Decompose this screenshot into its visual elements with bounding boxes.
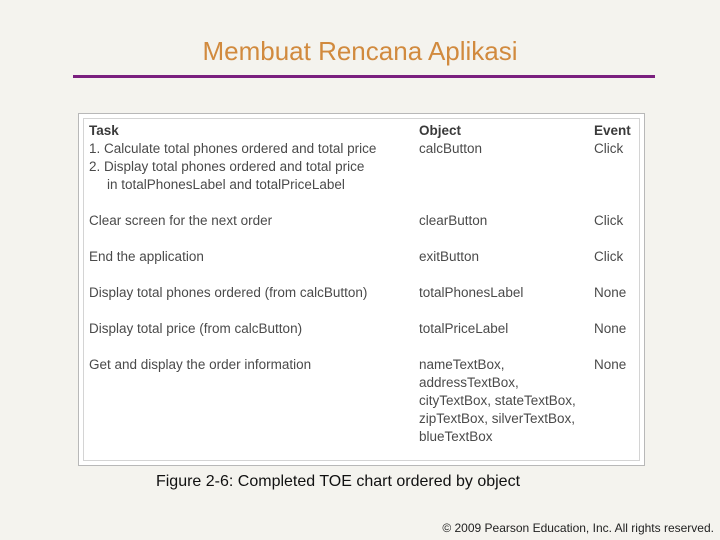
object-cell: exitButton bbox=[419, 249, 480, 264]
event-cell: None bbox=[594, 321, 627, 336]
task-cell: 2. Display total phones ordered and total price bbox=[89, 159, 365, 174]
object-cell: totalPriceLabel bbox=[419, 321, 509, 336]
object-cell: nameTextBox, bbox=[419, 357, 505, 372]
header-object: Object bbox=[419, 123, 462, 138]
object-cell: totalPhonesLabel bbox=[419, 285, 524, 300]
object-cell: zipTextBox, silverTextBox, bbox=[419, 411, 576, 426]
copyright-notice: © 2009 Pearson Education, Inc. All rights reserved. bbox=[442, 521, 714, 535]
object-cell: clearButton bbox=[419, 213, 488, 228]
object-cell: addressTextBox, bbox=[419, 375, 519, 390]
header-event: Event bbox=[594, 123, 631, 138]
object-cell: cityTextBox, stateTextBox, bbox=[419, 393, 576, 408]
task-cell: Display total price (from calcButton) bbox=[89, 321, 303, 336]
object-cell: calcButton bbox=[419, 141, 483, 156]
task-cell: Get and display the order information bbox=[89, 357, 312, 372]
event-cell: None bbox=[594, 357, 627, 372]
title-divider bbox=[73, 75, 655, 78]
event-cell: Click bbox=[594, 249, 624, 264]
task-cell: in totalPhonesLabel and totalPriceLabel bbox=[107, 177, 345, 192]
task-cell: Clear screen for the next order bbox=[89, 213, 273, 228]
toe-chart-figure bbox=[78, 113, 645, 466]
event-cell: Click bbox=[594, 141, 624, 156]
task-cell: 1. Calculate total phones ordered and total price bbox=[89, 141, 377, 156]
event-cell: None bbox=[594, 285, 627, 300]
figure-caption: Figure 2-6: Completed TOE chart ordered by object bbox=[155, 473, 521, 490]
object-cell: blueTextBox bbox=[419, 429, 493, 444]
slide-title: Membuat Rencana Aplikasi bbox=[202, 36, 518, 66]
task-cell: Display total phones ordered (from calcButton) bbox=[89, 285, 368, 300]
task-cell: End the application bbox=[89, 249, 204, 264]
event-cell: Click bbox=[594, 213, 624, 228]
header-task: Task bbox=[89, 123, 119, 138]
